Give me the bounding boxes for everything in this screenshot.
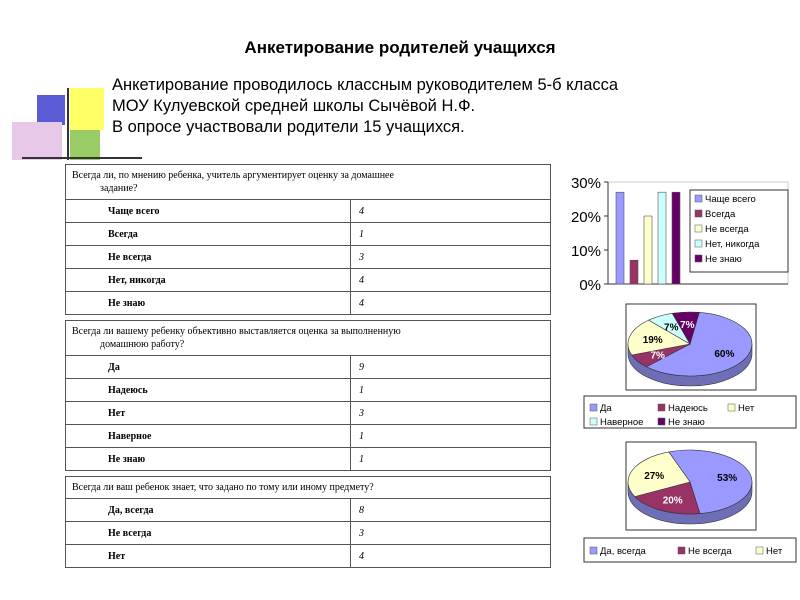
page-title: Анкетирование родителей учащихся	[244, 38, 556, 57]
survey-table-1	[65, 164, 551, 315]
deco-green-square	[70, 130, 100, 160]
option-label: Нет	[66, 545, 351, 568]
deco-yellow-square	[70, 88, 104, 130]
bar-4	[658, 192, 666, 284]
legend-swatch	[590, 404, 597, 411]
y-tick-label: 10%	[570, 243, 601, 260]
survey-table-2	[65, 320, 551, 471]
table-row	[66, 448, 551, 471]
intro-line: МОУ Кулуевской средней школы Сычёвой Н.Ф.	[112, 97, 476, 115]
legend-label: Не всегда	[688, 546, 732, 557]
table-row	[66, 425, 551, 448]
pie-data-label: 7%	[650, 350, 665, 362]
pie-data-label: 7%	[680, 320, 695, 332]
y-tick-label: 30%	[570, 175, 601, 192]
option-label: Не знаю	[66, 448, 351, 471]
pie-chart-answers-q3	[578, 438, 800, 580]
legend-label: Нет	[766, 546, 783, 557]
legend-label: Наверное	[600, 417, 644, 428]
option-label: Не знаю	[66, 292, 351, 315]
table-row	[66, 200, 551, 223]
intro-line: Анкетирование проводилось классным руководителем 5-б класса	[112, 76, 619, 94]
question-line: домашнюю работу?	[100, 339, 185, 350]
y-tick-label: 20%	[570, 209, 601, 226]
survey-table-3	[65, 476, 551, 568]
legend-swatch	[658, 418, 665, 425]
legend-swatch	[695, 240, 702, 247]
legend-label: Всегда	[705, 209, 736, 220]
table-row	[66, 379, 551, 402]
option-count: 1	[351, 379, 551, 402]
deco-horizontal-line	[22, 157, 142, 159]
legend-label: Нет	[738, 403, 755, 414]
pie-data-label: 7%	[664, 322, 679, 334]
pie-data-label: 19%	[642, 335, 663, 347]
table-row	[66, 402, 551, 425]
option-count: 4	[351, 545, 551, 568]
table-row	[66, 522, 551, 545]
intro-line: В опросе участвовали родители 15 учащихся.	[112, 118, 465, 136]
option-label: Всегда	[66, 223, 351, 246]
legend-label: Не знаю	[668, 417, 705, 428]
legend-swatch	[695, 195, 702, 202]
option-label: Чаще всего	[66, 200, 351, 223]
option-count: 9	[351, 356, 551, 379]
legend-label: Да, всегда	[600, 546, 646, 557]
legend-label: Чаще всего	[705, 194, 756, 205]
bar-chart	[556, 172, 796, 292]
table-row	[66, 545, 551, 568]
option-label: Нет	[66, 402, 351, 425]
deco-blue-square	[37, 95, 65, 125]
pie-data-label: 53%	[717, 472, 738, 484]
legend-swatch	[756, 547, 763, 554]
option-label: Надеюсь	[66, 379, 351, 402]
legend-swatch	[658, 404, 665, 411]
legend-swatch	[590, 418, 597, 425]
legend-swatch	[695, 225, 702, 232]
deco-vertical-line	[67, 88, 69, 160]
legend-swatch	[678, 547, 685, 554]
question-line: задание?	[100, 183, 138, 194]
option-count: 3	[351, 246, 551, 269]
option-count: 8	[351, 499, 551, 522]
option-count: 3	[351, 522, 551, 545]
option-label: Да	[66, 356, 351, 379]
question-cell	[66, 477, 551, 499]
option-label: Не всегда	[66, 522, 351, 545]
bar-1	[616, 192, 624, 284]
bar-5	[672, 192, 680, 284]
option-count: 3	[351, 402, 551, 425]
pie-data-label: 60%	[714, 348, 735, 360]
option-count: 4	[351, 292, 551, 315]
question-cell	[66, 165, 551, 200]
legend-label: Не всегда	[705, 224, 749, 235]
deco-pink-square	[12, 122, 62, 160]
table-row	[66, 246, 551, 269]
table-row	[66, 499, 551, 522]
pie-chart-answers-q2	[578, 300, 800, 432]
intro-text	[112, 75, 618, 138]
legend-label: Не знаю	[705, 254, 742, 265]
pie-data-label: 20%	[662, 495, 683, 507]
legend-label: Да	[600, 403, 612, 414]
option-count: 4	[351, 269, 551, 292]
table-row	[66, 269, 551, 292]
pie-data-label: 27%	[644, 470, 665, 482]
option-label: Не всегда	[66, 246, 351, 269]
question-line: Всегда ли, по мнению ребенка, учитель аргументирует оценку за домашнее	[72, 170, 394, 181]
question-line: Всегда ли ваш ребенок знает, что задано по тому или иному предмету?	[72, 482, 374, 493]
legend-swatch	[590, 547, 597, 554]
option-count: 1	[351, 223, 551, 246]
legend-label: Нет, никогда	[705, 239, 760, 250]
legend-swatch	[695, 255, 702, 262]
option-count: 1	[351, 448, 551, 471]
table-row	[66, 292, 551, 315]
option-count: 4	[351, 200, 551, 223]
legend-swatch	[728, 404, 735, 411]
legend-swatch	[695, 210, 702, 217]
option-count: 1	[351, 425, 551, 448]
question-cell	[66, 321, 551, 356]
y-tick-label: 0%	[579, 277, 601, 292]
table-row	[66, 356, 551, 379]
bar-3	[644, 216, 652, 284]
question-line: Всегда ли вашему ребенку объективно выставляется оценка за выполненную	[72, 326, 401, 337]
option-label: Нет, никогда	[66, 269, 351, 292]
bar-2	[630, 260, 638, 284]
option-label: Да, всегда	[66, 499, 351, 522]
legend-label: Надеюсь	[668, 403, 708, 414]
table-row	[66, 223, 551, 246]
option-label: Наверное	[66, 425, 351, 448]
